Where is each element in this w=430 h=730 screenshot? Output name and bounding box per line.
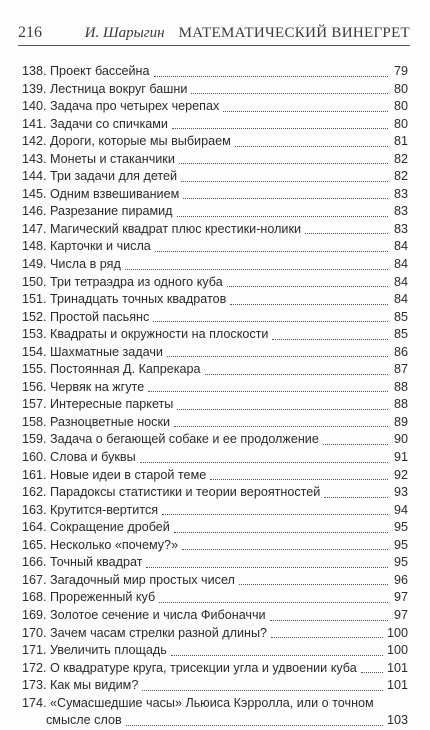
dot-leader <box>305 233 388 234</box>
toc-entry-title: 168. Прореженный куб <box>22 590 156 605</box>
toc-entry-title: 169. Золотое сечение и числа Фибоначчи <box>22 607 266 622</box>
toc-entry-page: 81 <box>393 134 408 149</box>
toc-entry-title-continued: смысле слов <box>46 713 122 728</box>
toc-entry-title: 147. Магический квадрат плюс крестики-нолики <box>22 221 301 236</box>
toc-entry-title: 158. Разноцветные носки <box>22 414 171 429</box>
toc-entry <box>22 537 408 555</box>
toc-entry-title: 146. Разрезание пирамид <box>22 204 173 219</box>
page-number: 216 <box>18 24 42 41</box>
toc-entry-page: 88 <box>393 397 408 412</box>
toc-entry-page: 84 <box>393 274 408 289</box>
dot-leader <box>126 725 383 726</box>
dot-leader <box>181 181 388 182</box>
toc-entry-page: 95 <box>393 537 408 552</box>
toc-entry-title: 170. Зачем часам стрелки разной длины? <box>22 625 268 640</box>
toc-entry <box>22 660 408 678</box>
toc-entry <box>22 677 408 695</box>
toc-entry-title: 150. Три тетраэдра из одного куба <box>22 274 223 289</box>
toc-entry <box>22 238 408 256</box>
toc-entry <box>22 589 408 607</box>
toc-entry-page: 82 <box>393 169 408 184</box>
toc-entry-title: 162. Парадоксы статистики и теории вероятностей <box>22 485 321 500</box>
table-of-contents <box>22 63 408 730</box>
toc-entry-title: 163. Крутится-вертится <box>22 502 159 517</box>
toc-entry-page: 101 <box>386 678 408 693</box>
toc-entry <box>22 625 408 643</box>
dot-leader <box>270 620 388 621</box>
dot-leader <box>174 426 388 427</box>
toc-entry-title: 166. Точный квадрат <box>22 555 143 570</box>
dot-leader <box>162 514 388 515</box>
toc-entry <box>22 414 408 432</box>
toc-entry <box>22 572 408 590</box>
toc-entry-page: 100 <box>386 625 408 640</box>
toc-entry <box>22 396 408 414</box>
toc-entry-title: 167. Загадочный мир простых чисел <box>22 572 235 587</box>
toc-entry <box>22 361 408 379</box>
toc-entry-title: 173. Как мы видим? <box>22 678 139 693</box>
toc-entry <box>22 695 408 713</box>
toc-entry-title: 161. Новые идеи в старой теме <box>22 467 207 482</box>
toc-entry-title: 139. Лестница вокруг башни <box>22 81 188 96</box>
toc-entry-title: 148. Карточки и числа <box>22 239 151 254</box>
dot-leader <box>271 637 383 638</box>
toc-entry <box>22 116 408 134</box>
toc-entry-page: 91 <box>393 450 408 465</box>
toc-entry-title: 143. Монеты и стаканчики <box>22 151 175 166</box>
dot-leader <box>167 356 388 357</box>
toc-entry-page: 85 <box>393 309 408 324</box>
toc-entry-page: 96 <box>393 572 408 587</box>
toc-entry <box>22 63 408 81</box>
toc-entry-page: 82 <box>393 151 408 166</box>
toc-entry-page: 95 <box>393 520 408 535</box>
dot-leader <box>153 321 388 322</box>
dot-leader <box>142 690 383 691</box>
toc-entry-title: 159. Задача о бегающей собаке и ее продолжение <box>22 432 319 447</box>
toc-entry-title: 164. Сокращение дробей <box>22 520 170 535</box>
toc-entry-title: 138. Проект бассейна <box>22 64 150 78</box>
dot-leader <box>223 111 388 112</box>
running-header <box>18 12 410 46</box>
dot-leader <box>239 584 388 585</box>
toc-entry <box>22 502 408 520</box>
toc-entry <box>22 274 408 292</box>
dot-leader <box>125 269 388 270</box>
toc-entry-title: 141. Задачи со спичками <box>22 116 168 131</box>
toc-entry <box>22 449 408 467</box>
toc-entry-page: 83 <box>393 221 408 236</box>
toc-entry <box>22 431 408 449</box>
running-head <box>78 25 410 42</box>
dot-leader <box>146 567 388 568</box>
toc-entry <box>22 484 408 502</box>
toc-entry-page: 79 <box>393 64 408 78</box>
toc-entry-page: 84 <box>393 292 408 307</box>
toc-entry-page: 94 <box>393 502 408 517</box>
dot-leader <box>155 251 388 252</box>
toc-entry-title: 156. Червяк на жгуте <box>22 379 145 394</box>
toc-entry-title: 154. Шахматные задачи <box>22 344 163 359</box>
dot-leader <box>171 655 383 656</box>
toc-entry-page: 89 <box>393 414 408 429</box>
toc-entry <box>22 151 408 169</box>
toc-entry <box>22 554 408 572</box>
dot-leader <box>172 128 388 129</box>
toc-entry-page: 101 <box>386 660 408 675</box>
toc-entry-title: 171. Увеличить площадь <box>22 643 167 658</box>
toc-entry-page: 97 <box>393 607 408 622</box>
dot-leader <box>148 391 388 392</box>
toc-entry-title: 153. Квадраты и окружности на плоскости <box>22 327 269 342</box>
toc-entry-title: 151. Тринадцать точных квадратов <box>22 292 227 307</box>
toc-entry-title: 172. О квадратуре круга, трисекции угла и удвоении куба <box>22 660 357 675</box>
toc-entry <box>22 519 408 537</box>
toc-entry-page: 88 <box>393 379 408 394</box>
dot-leader <box>323 444 388 445</box>
toc-entry <box>22 309 408 327</box>
dot-leader <box>191 93 388 94</box>
dot-leader <box>174 532 388 533</box>
toc-entry-title: 145. Одним взвешиванием <box>22 186 180 201</box>
toc-entry-title: 149. Числа в ряд <box>22 257 121 272</box>
toc-entry-page: 80 <box>393 99 408 114</box>
toc-entry <box>22 607 408 625</box>
toc-entry-title: 165. Несколько «почему?» <box>22 537 179 552</box>
dot-leader <box>210 479 388 480</box>
toc-entry <box>22 203 408 221</box>
dot-leader <box>361 672 383 673</box>
toc-entry-page: 85 <box>393 327 408 342</box>
toc-entry <box>22 642 408 660</box>
author-name: И. Шарыгин <box>84 25 165 41</box>
toc-entry-title: 160. Слова и буквы <box>22 450 136 465</box>
dot-leader <box>179 163 388 164</box>
toc-entry-page: 95 <box>393 555 408 570</box>
toc-entry <box>22 256 408 274</box>
toc-entry-page: 97 <box>393 590 408 605</box>
toc-entry-title: 144. Три задачи для детей <box>22 169 178 184</box>
toc-entry-page: 83 <box>393 186 408 201</box>
toc-entry-page: 87 <box>393 362 408 377</box>
toc-entry-page: 90 <box>393 432 408 447</box>
toc-entry <box>22 467 408 485</box>
dot-leader <box>159 602 388 603</box>
toc-entry-page: 83 <box>393 204 408 219</box>
dot-leader <box>324 497 388 498</box>
toc-entry <box>22 98 408 116</box>
dot-leader <box>227 286 388 287</box>
toc-entry <box>22 186 408 204</box>
toc-entry <box>22 291 408 309</box>
toc-entry-page: 92 <box>393 467 408 482</box>
toc-entry-continuation <box>22 712 408 730</box>
dot-leader <box>205 374 388 375</box>
toc-entry <box>22 344 408 362</box>
toc-entry-title: 155. Постоянная Д. Капрекара <box>22 362 201 377</box>
book-title: МАТЕМАТИЧЕСКИЙ ВИНЕГРЕТ <box>178 25 410 41</box>
toc-entry-title: 140. Задача про четырех черепах <box>22 99 220 114</box>
toc-entry-title: 152. Простой пасьянс <box>22 309 150 324</box>
toc-entry-page: 84 <box>393 257 408 272</box>
toc-entry <box>22 326 408 344</box>
toc-entry <box>22 379 408 397</box>
toc-entry <box>22 81 408 99</box>
dot-leader <box>182 549 388 550</box>
toc-entry-title: 142. Дороги, которые мы выбираем <box>22 134 231 149</box>
toc-entry-page: 84 <box>393 239 408 254</box>
dot-leader <box>154 76 388 77</box>
dot-leader <box>230 304 388 305</box>
dot-leader <box>140 462 388 463</box>
toc-entry-page: 93 <box>393 485 408 500</box>
toc-entry-page: 103 <box>386 713 408 728</box>
dot-leader <box>177 409 388 410</box>
toc-entry-title: 174. «Сумасшедшие часы» Льюиса Кэрролла, или о точном <box>22 695 374 710</box>
toc-entry-page: 80 <box>393 81 408 96</box>
dot-leader <box>183 198 388 199</box>
toc-entry-title: 157. Интересные паркеты <box>22 397 174 412</box>
dot-leader <box>235 146 388 147</box>
toc-entry <box>22 133 408 151</box>
toc-entry <box>22 168 408 186</box>
dot-leader <box>177 216 388 217</box>
toc-entry-page: 80 <box>393 116 408 131</box>
toc-entry-page: 100 <box>386 643 408 658</box>
toc-entry <box>22 221 408 239</box>
dot-leader <box>272 339 388 340</box>
toc-entry-page: 86 <box>393 344 408 359</box>
